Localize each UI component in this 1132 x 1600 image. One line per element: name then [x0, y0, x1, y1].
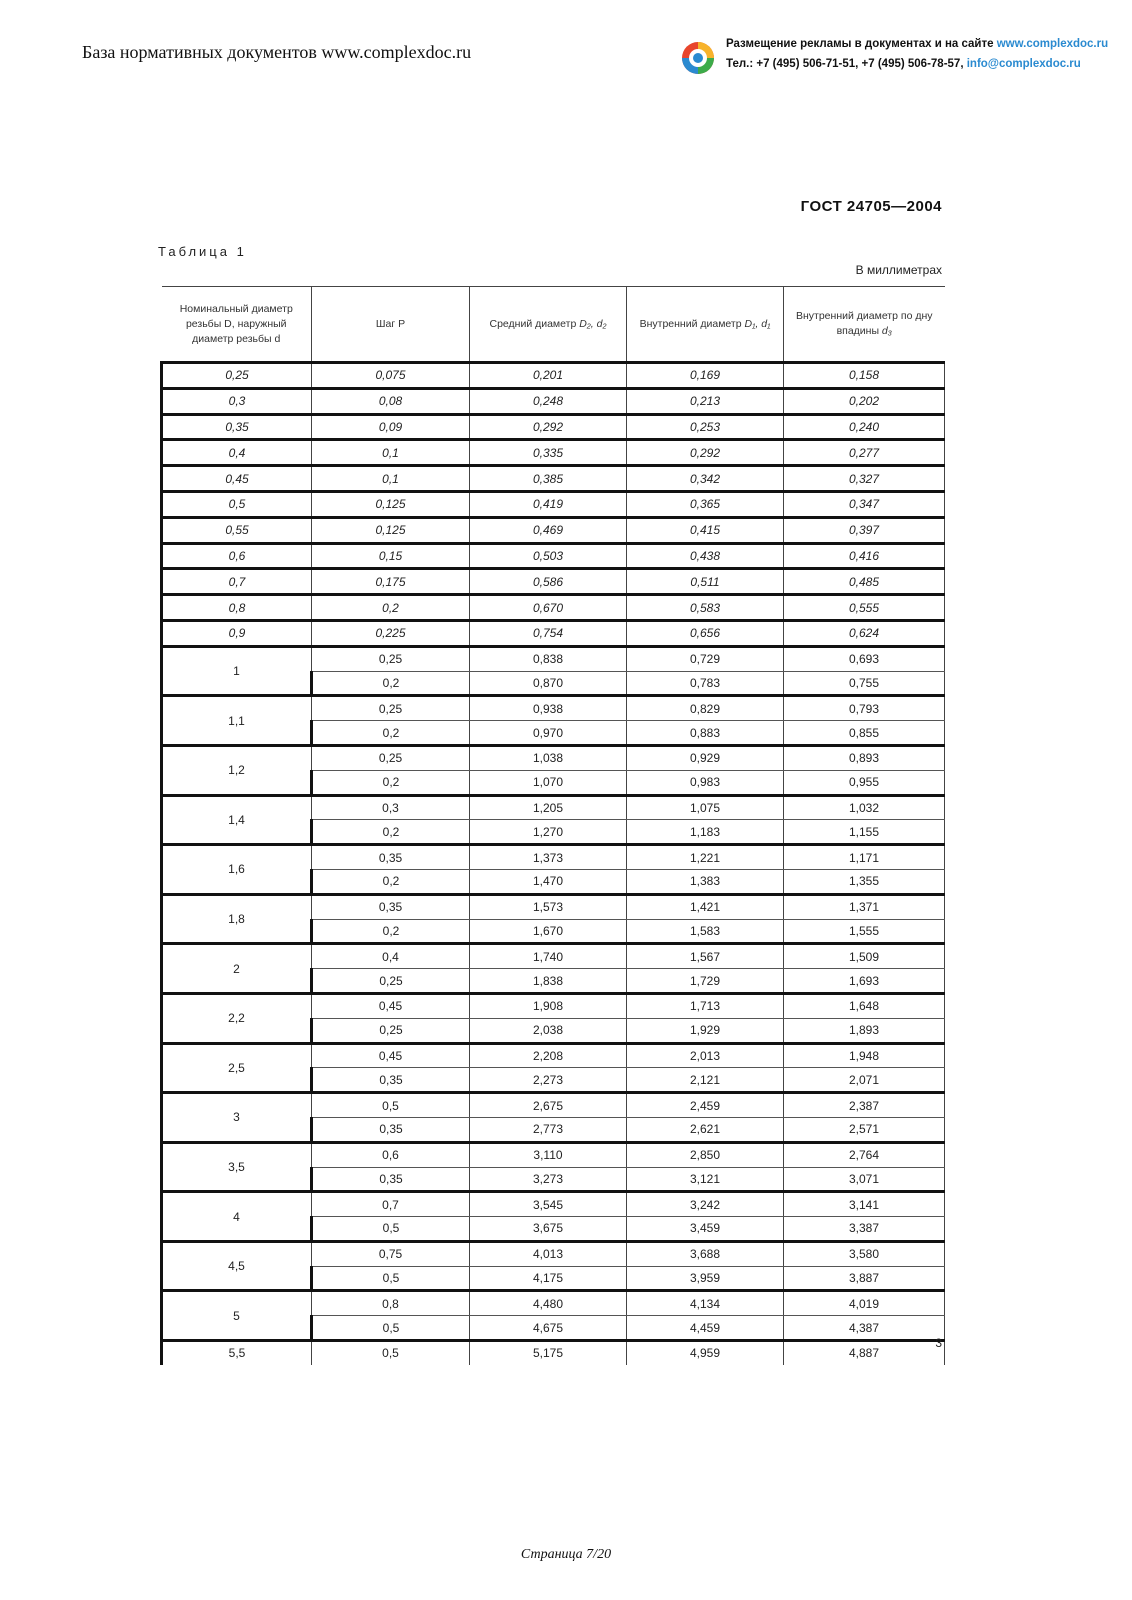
table-cell: 0,6	[312, 1142, 470, 1167]
table-cell: 3,242	[627, 1192, 784, 1217]
table-cell: 0,45	[162, 466, 312, 492]
table-cell: 0,175	[312, 569, 470, 595]
table-cell: 0,55	[162, 517, 312, 543]
ad-line-1-text: Размещение рекламы в документах и на сайте	[726, 38, 997, 50]
table-header-row	[162, 287, 945, 363]
table-row	[162, 491, 945, 517]
table-cell: 4,019	[784, 1291, 945, 1316]
nominal-diameter-cell: 5	[162, 1291, 312, 1341]
table-cell: 0,883	[627, 721, 784, 746]
table-cell: 1,893	[784, 1018, 945, 1043]
table-cell: 1,183	[627, 820, 784, 845]
table-row	[162, 1192, 945, 1217]
table-cell: 2,571	[784, 1117, 945, 1142]
table-row	[162, 440, 945, 466]
table-caption: Таблица 1	[158, 244, 247, 259]
table-row	[162, 517, 945, 543]
table-cell: 0,385	[470, 466, 627, 492]
ad-site-link[interactable]: www.complexdoc.ru	[996, 38, 1109, 50]
table-row	[162, 1043, 945, 1068]
table-cell: 0,158	[784, 363, 945, 389]
ad-banner[interactable]	[680, 36, 1120, 80]
table-cell: 0,5	[312, 1341, 470, 1365]
nominal-diameter-cell: 4	[162, 1192, 312, 1242]
table-cell: 0,955	[784, 770, 945, 795]
table-row	[162, 1341, 945, 1365]
table-cell: 0,755	[784, 671, 945, 696]
table-cell: 2,121	[627, 1068, 784, 1093]
table-cell: 0,970	[470, 721, 627, 746]
table-cell: 0,419	[470, 491, 627, 517]
table-cell: 1,070	[470, 770, 627, 795]
table-cell: 0,6	[162, 543, 312, 569]
table-cell: 0,327	[784, 466, 945, 492]
ad-line-2	[726, 58, 1081, 70]
table-cell: 4,887	[784, 1341, 945, 1365]
table-cell: 0,3	[162, 388, 312, 414]
table-cell: 1,038	[470, 745, 627, 770]
table-cell: 0,983	[627, 770, 784, 795]
table-cell: 0,438	[627, 543, 784, 569]
table-cell: 0,125	[312, 491, 470, 517]
header-minor-diameter-text: Внутренний диаметр	[639, 317, 745, 330]
table-cell: 0,870	[470, 671, 627, 696]
table-cell: 0,586	[470, 569, 627, 595]
nominal-diameter-cell: 2,2	[162, 993, 312, 1043]
table-cell: 0,855	[784, 721, 945, 746]
table-cell: 1,908	[470, 993, 627, 1018]
table-body-final-row	[162, 1341, 945, 1365]
ad-phone-text: Тел.: +7 (495) 506-71-51, +7 (495) 506-78-57,	[726, 58, 967, 70]
table-cell: 3,887	[784, 1266, 945, 1291]
site-title: База нормативных документов www.complexdoc.ru	[82, 42, 472, 62]
table-cell: 0,838	[470, 646, 627, 671]
table-cell: 1,371	[784, 894, 945, 919]
table-cell: 0,2	[312, 919, 470, 944]
nominal-diameter-cell: 4,5	[162, 1241, 312, 1291]
table-cell: 0,25	[312, 646, 470, 671]
table-row	[162, 414, 945, 440]
table-cell: 0,416	[784, 543, 945, 569]
table-cell: 0,292	[470, 414, 627, 440]
table-cell: 2,850	[627, 1142, 784, 1167]
gear-logo-icon	[680, 40, 716, 76]
table-cell: 4,675	[470, 1316, 627, 1341]
table-cell: 0,277	[784, 440, 945, 466]
table-cell: 0,511	[627, 569, 784, 595]
table-cell: 4,134	[627, 1291, 784, 1316]
table-cell: 4,387	[784, 1316, 945, 1341]
nominal-diameter-cell: 1,2	[162, 745, 312, 795]
table-cell: 0,754	[470, 620, 627, 646]
table-row	[162, 466, 945, 492]
table-cell: 0,938	[470, 696, 627, 721]
table-cell: 0,2	[312, 671, 470, 696]
table-cell: 2,071	[784, 1068, 945, 1093]
table-cell: 2,773	[470, 1117, 627, 1142]
table-row	[162, 795, 945, 820]
table-cell: 0,5	[312, 1316, 470, 1341]
table-cell: 0,202	[784, 388, 945, 414]
table-cell: 0,5	[162, 491, 312, 517]
table-cell: 0,25	[312, 696, 470, 721]
ad-email-link[interactable]: info@complexdoc.ru	[966, 58, 1081, 70]
table-cell: 0,248	[470, 388, 627, 414]
table-cell: 0,35	[312, 1068, 470, 1093]
table-row	[162, 363, 945, 389]
table-row	[162, 894, 945, 919]
table-cell: 0,35	[312, 894, 470, 919]
table-cell: 0,253	[627, 414, 784, 440]
table-cell: 0,35	[312, 1167, 470, 1192]
table-cell: 1,648	[784, 993, 945, 1018]
table-row	[162, 543, 945, 569]
table-cell: 1,670	[470, 919, 627, 944]
table-cell: 0,2	[312, 721, 470, 746]
table-cell: 0,415	[627, 517, 784, 543]
table-cell: 0,25	[162, 363, 312, 389]
table-cell: 1,383	[627, 869, 784, 894]
table-cell: 0,225	[312, 620, 470, 646]
table-cell: 0,2	[312, 869, 470, 894]
table-cell: 0,7	[162, 569, 312, 595]
table-cell: 0,25	[312, 1018, 470, 1043]
table-cell: 1,373	[470, 845, 627, 870]
table-cell: 0,929	[627, 745, 784, 770]
table-cell: 2,621	[627, 1117, 784, 1142]
units-note: В миллиметрах	[855, 263, 942, 277]
table-cell: 4,459	[627, 1316, 784, 1341]
table-cell: 1,948	[784, 1043, 945, 1068]
table-cell: 0,7	[312, 1192, 470, 1217]
table-cell: 1,470	[470, 869, 627, 894]
table-cell: 0,1	[312, 466, 470, 492]
table-cell: 3,959	[627, 1266, 784, 1291]
table-cell: 0,670	[470, 595, 627, 621]
header-pitch-diameter-symbol: D₂, d₂	[579, 317, 607, 330]
header-pitch-diameter-text: Средний диаметр	[489, 317, 580, 330]
table-cell: 0,4	[312, 944, 470, 969]
table-cell: 1,713	[627, 993, 784, 1018]
table-cell: 1,567	[627, 944, 784, 969]
table-cell: 5,175	[470, 1341, 627, 1365]
table-cell: 3,459	[627, 1217, 784, 1242]
table-cell: 0,3	[312, 795, 470, 820]
table-row	[162, 569, 945, 595]
table-cell: 1,421	[627, 894, 784, 919]
table-cell: 2,459	[627, 1093, 784, 1118]
table-cell: 4,480	[470, 1291, 627, 1316]
table-cell: 1,355	[784, 869, 945, 894]
ad-line-1	[726, 38, 1108, 50]
table-cell: 0,347	[784, 491, 945, 517]
nominal-diameter-cell: 3	[162, 1093, 312, 1143]
table-cell: 1,205	[470, 795, 627, 820]
header-minor-diameter	[627, 287, 784, 363]
table-cell: 0,729	[627, 646, 784, 671]
table-cell: 0,4	[162, 440, 312, 466]
standard-number: ГОСТ 24705—2004	[800, 198, 942, 215]
table-row	[162, 1291, 945, 1316]
header-pitch-diameter	[470, 287, 627, 363]
table-cell: 0,485	[784, 569, 945, 595]
table-cell: 2,387	[784, 1093, 945, 1118]
table-cell: 3,688	[627, 1241, 784, 1266]
table-cell: 2,273	[470, 1068, 627, 1093]
table-cell: 0,8	[312, 1291, 470, 1316]
table-cell: 1,555	[784, 919, 945, 944]
table-cell: 0,829	[627, 696, 784, 721]
table-cell: 0,793	[784, 696, 945, 721]
table-cell: 0,25	[312, 745, 470, 770]
nominal-diameter-cell: 1	[162, 646, 312, 696]
table-cell: 0,583	[627, 595, 784, 621]
table-cell: 0,201	[470, 363, 627, 389]
table-cell: 0,125	[312, 517, 470, 543]
table-cell: 0,397	[784, 517, 945, 543]
table-cell: 0,365	[627, 491, 784, 517]
page-footer: Страница 7/20	[520, 1547, 612, 1562]
table-cell: 0,335	[470, 440, 627, 466]
table-cell: 1,171	[784, 845, 945, 870]
table-row	[162, 1241, 945, 1266]
table-cell: 0,240	[784, 414, 945, 440]
table-row	[162, 1093, 945, 1118]
table-cell: 0,292	[627, 440, 784, 466]
table-cell: 2,038	[470, 1018, 627, 1043]
table-cell: 0,15	[312, 543, 470, 569]
table-cell: 1,270	[470, 820, 627, 845]
table-cell: 1,740	[470, 944, 627, 969]
table-cell: 1,032	[784, 795, 945, 820]
table-cell: 0,8	[162, 595, 312, 621]
nominal-diameter-cell: 1,1	[162, 696, 312, 746]
table-cell: 4,013	[470, 1241, 627, 1266]
table-cell: 0,342	[627, 466, 784, 492]
table-cell: 3,110	[470, 1142, 627, 1167]
table-row	[162, 595, 945, 621]
table-row	[162, 845, 945, 870]
header-nominal-diameter: Номинальный диаметр резьбы D, наружный диаметр резьбы d	[162, 287, 312, 363]
table-cell: 4,175	[470, 1266, 627, 1291]
nominal-diameter-cell: 1,6	[162, 845, 312, 895]
table-cell: 0,09	[312, 414, 470, 440]
table-cell: 1,573	[470, 894, 627, 919]
table-cell: 3,071	[784, 1167, 945, 1192]
nominal-diameter-cell: 2	[162, 944, 312, 994]
nominal-diameter-cell: 3,5	[162, 1142, 312, 1192]
table-cell: 0,5	[312, 1217, 470, 1242]
table-row	[162, 696, 945, 721]
nominal-diameter-cell: 1,4	[162, 795, 312, 845]
table-cell: 3,273	[470, 1167, 627, 1192]
table-row	[162, 620, 945, 646]
table-cell: 3,141	[784, 1192, 945, 1217]
table-cell: 0,624	[784, 620, 945, 646]
table-cell: 4,959	[627, 1341, 784, 1365]
table-cell: 1,838	[470, 969, 627, 994]
table-cell: 0,693	[784, 646, 945, 671]
table-cell: 0,783	[627, 671, 784, 696]
table-cell: 2,208	[470, 1043, 627, 1068]
table-cell: 0,5	[312, 1093, 470, 1118]
table-cell: 1,929	[627, 1018, 784, 1043]
table-row	[162, 745, 945, 770]
header-root-diameter	[784, 287, 945, 363]
table-cell: 0,469	[470, 517, 627, 543]
table-cell: 0,503	[470, 543, 627, 569]
table-cell: 0,075	[312, 363, 470, 389]
header-pitch: Шаг P	[312, 287, 470, 363]
thread-table	[160, 286, 943, 1365]
table-cell: 0,2	[312, 820, 470, 845]
table-cell: 0,35	[312, 845, 470, 870]
table-cell: 3,580	[784, 1241, 945, 1266]
table-cell: 1,155	[784, 820, 945, 845]
table-cell: 1,509	[784, 944, 945, 969]
table-cell: 5,5	[162, 1341, 312, 1365]
table-cell: 1,583	[627, 919, 784, 944]
table-cell: 0,35	[312, 1117, 470, 1142]
header-minor-diameter-symbol: D₁, d₁	[744, 317, 771, 330]
table-row	[162, 388, 945, 414]
table-cell: 0,2	[312, 595, 470, 621]
table-row	[162, 1142, 945, 1167]
table-cell: 0,45	[312, 993, 470, 1018]
table-cell: 0,169	[627, 363, 784, 389]
table-cell: 2,675	[470, 1093, 627, 1118]
table-cell: 0,2	[312, 770, 470, 795]
table-row	[162, 646, 945, 671]
table-row	[162, 944, 945, 969]
header-root-diameter-symbol: d₃	[881, 325, 892, 337]
header-root-diameter-text: Внутренний диаметр по дну впадины	[795, 310, 933, 337]
table-cell: 0,08	[312, 388, 470, 414]
table-cell: 0,5	[312, 1266, 470, 1291]
nominal-diameter-cell: 2,5	[162, 1043, 312, 1093]
table-body-grouped-sizes	[162, 646, 945, 1340]
table-body-small-sizes	[162, 363, 945, 647]
table-cell: 0,75	[312, 1241, 470, 1266]
table-cell: 1,729	[627, 969, 784, 994]
table-cell: 0,555	[784, 595, 945, 621]
table-cell: 0,25	[312, 969, 470, 994]
table-cell: 3,121	[627, 1167, 784, 1192]
table-cell: 0,213	[627, 388, 784, 414]
table-cell: 0,656	[627, 620, 784, 646]
table-cell: 1,075	[627, 795, 784, 820]
table-cell: 0,1	[312, 440, 470, 466]
page-number: 3	[935, 1336, 942, 1350]
table-cell: 3,545	[470, 1192, 627, 1217]
table-cell: 3,387	[784, 1217, 945, 1242]
table-cell: 2,764	[784, 1142, 945, 1167]
table-cell: 1,221	[627, 845, 784, 870]
table-cell: 0,893	[784, 745, 945, 770]
table-cell: 0,35	[162, 414, 312, 440]
table-cell: 0,45	[312, 1043, 470, 1068]
table-cell: 0,9	[162, 620, 312, 646]
table-cell: 2,013	[627, 1043, 784, 1068]
nominal-diameter-cell: 1,8	[162, 894, 312, 944]
table-row	[162, 993, 945, 1018]
table-cell: 1,693	[784, 969, 945, 994]
table-cell: 3,675	[470, 1217, 627, 1242]
